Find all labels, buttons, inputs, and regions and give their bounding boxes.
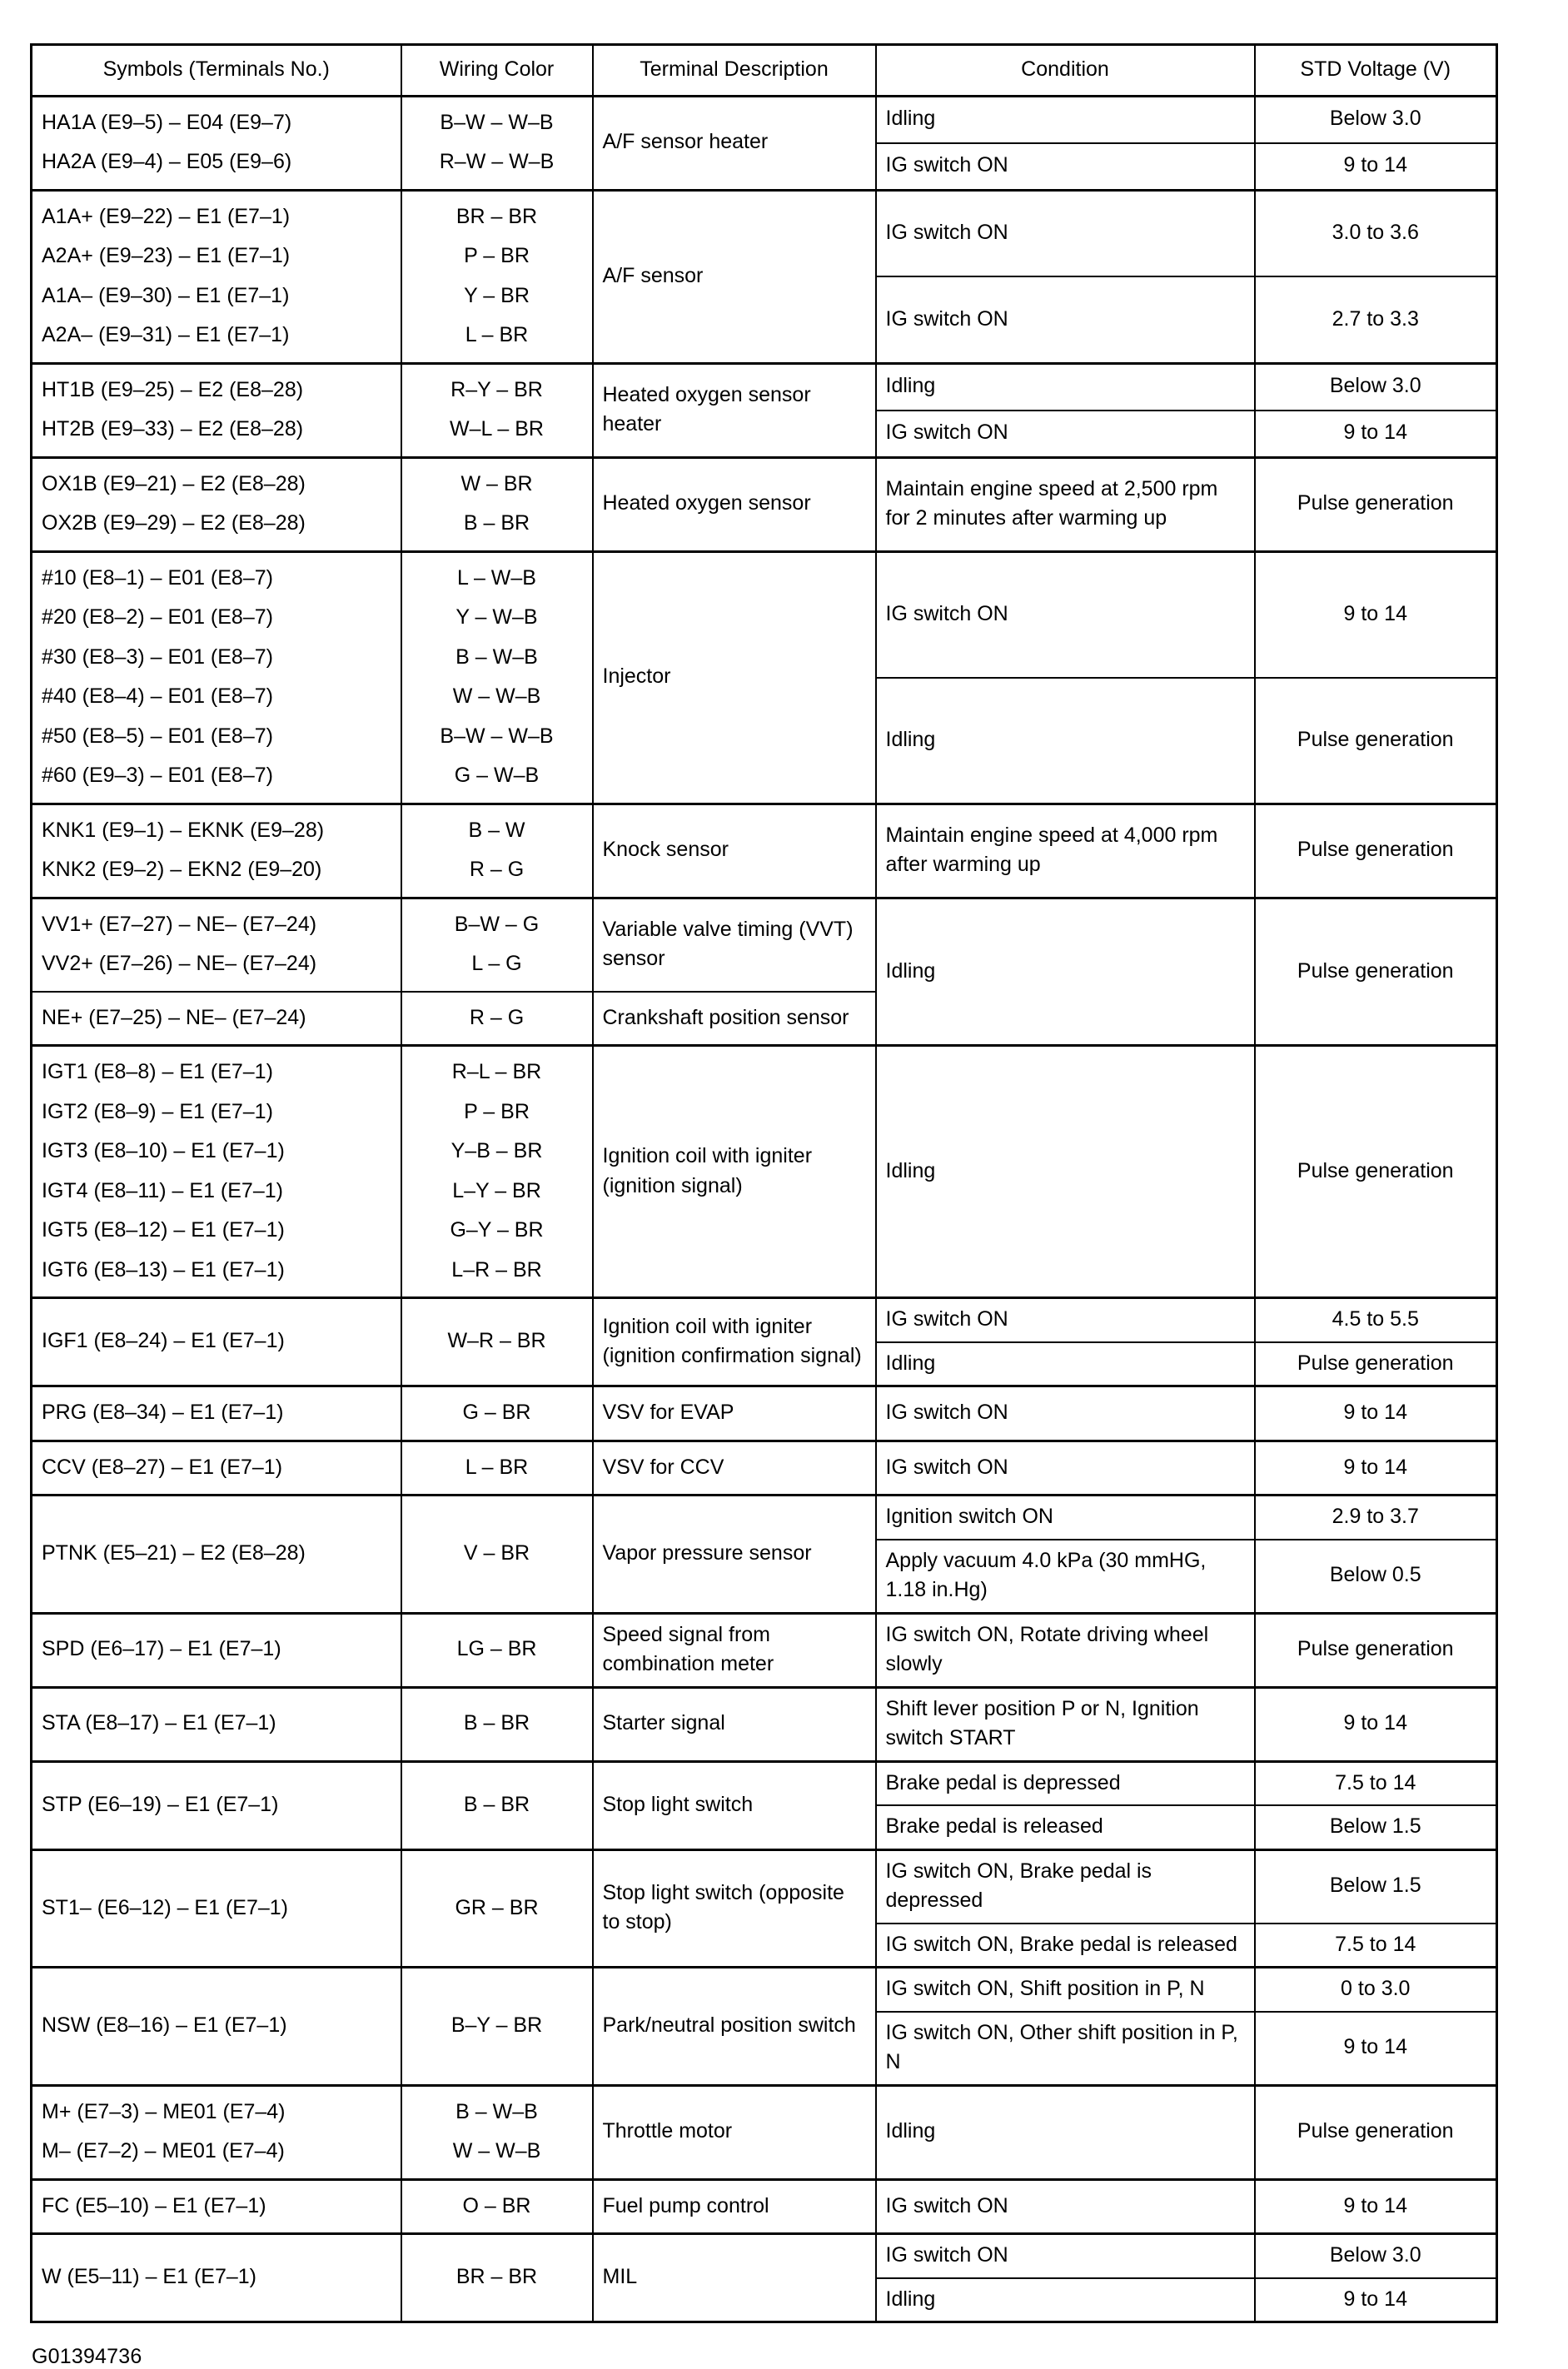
std-voltage-cell: Pulse generation (1255, 457, 1497, 551)
terminal-description-cell: Knock sensor (593, 804, 876, 898)
symbols-cell-line: M– (E7–2) – ME01 (E7–4) (42, 2139, 285, 2162)
condition-cell: IG switch ON (876, 276, 1255, 363)
symbols-cell-line: PTNK (E5–21) – E2 (E8–28) (42, 1541, 306, 1565)
symbols-cell (32, 1386, 401, 1441)
symbols-cell-line: #40 (E8–4) – E01 (E8–7) (42, 684, 273, 708)
wiring-color-cell-line: B – W (468, 818, 525, 842)
table-row (32, 1968, 1497, 2012)
wiring-color-cell (401, 2179, 593, 2234)
wiring-color-cell-line: R–W – W–B (439, 150, 555, 173)
table-row (32, 1386, 1497, 1441)
std-voltage-cell: Pulse generation (1255, 1342, 1497, 1386)
wiring-color-cell (401, 804, 593, 898)
condition-cell: IG switch ON, Brake pedal is depressed (876, 1849, 1255, 1924)
table-row (32, 363, 1497, 411)
condition-cell: Idling (876, 678, 1255, 804)
condition-cell: IG switch ON (876, 2179, 1255, 2234)
table-row (32, 1849, 1497, 1924)
wiring-color-cell-line: L – BR (465, 323, 529, 346)
std-voltage-cell: 7.5 to 14 (1255, 1924, 1497, 1968)
terminal-description-cell: MIL (593, 2234, 876, 2322)
wiring-color-cell-line: W–R – BR (447, 1329, 546, 1353)
condition-cell: IG switch ON, Other shift position in P, N (876, 2012, 1255, 2086)
std-voltage-cell: Below 3.0 (1255, 363, 1497, 411)
wiring-color-cell (401, 190, 593, 363)
std-voltage-cell: Below 1.5 (1255, 1805, 1497, 1849)
symbols-cell-line: KNK1 (E9–1) – EKNK (E9–28) (42, 818, 325, 842)
wiring-color-cell (401, 898, 593, 992)
wiring-color-cell-line: O – BR (462, 2193, 531, 2217)
symbols-cell-line: OX2B (E9–29) – E2 (E8–28) (42, 511, 306, 535)
symbols-cell (32, 1441, 401, 1496)
symbols-cell-line: KNK2 (E9–2) – EKN2 (E9–20) (42, 858, 322, 881)
symbols-cell (32, 2179, 401, 2234)
symbols-cell-line: ST1– (E6–12) – E1 (E7–1) (42, 1895, 288, 1919)
condition-cell: Ignition switch ON (876, 1496, 1255, 1540)
table-row (32, 551, 1497, 678)
symbols-cell-line: STP (E6–19) – E1 (E7–1) (42, 1792, 279, 1816)
std-voltage-cell: 9 to 14 (1255, 143, 1497, 191)
terminal-description-cell: Speed signal from combination meter (593, 1613, 876, 1687)
wiring-color-cell-line: BR – BR (455, 204, 538, 228)
terminal-description-cell: Injector (593, 551, 876, 804)
terminal-description-cell: Heated oxygen sensor (593, 457, 876, 551)
condition-cell: Idling (876, 898, 1255, 1046)
symbols-cell-line: HA1A (E9–5) – E04 (E9–7) (42, 110, 292, 134)
symbols-cell (32, 1496, 401, 1614)
wiring-color-cell (401, 1046, 593, 1298)
wiring-color-cell (401, 1761, 593, 1849)
column-header-terminal-description: Terminal Description (593, 45, 876, 97)
std-voltage-cell: 9 to 14 (1255, 1386, 1497, 1441)
condition-cell: Brake pedal is released (876, 1805, 1255, 1849)
symbols-cell (32, 1968, 401, 2086)
condition-cell: IG switch ON (876, 1441, 1255, 1496)
std-voltage-cell: 0 to 3.0 (1255, 1968, 1497, 2012)
wiring-color-cell (401, 992, 593, 1046)
symbols-cell-line: IGT4 (E8–11) – E1 (E7–1) (42, 1178, 283, 1202)
std-voltage-cell: 2.9 to 3.7 (1255, 1496, 1497, 1540)
wiring-color-cell (401, 1441, 593, 1496)
symbols-cell-line: HA2A (E9–4) – E05 (E9–6) (42, 150, 292, 173)
symbols-cell (32, 1613, 401, 1687)
terminal-description-cell: VSV for CCV (593, 1441, 876, 1496)
table-body (32, 96, 1497, 2322)
std-voltage-cell: Pulse generation (1255, 1046, 1497, 1298)
symbols-cell (32, 551, 401, 804)
ecm-terminal-spec-table (30, 43, 1498, 2323)
wiring-color-cell (401, 1496, 593, 1614)
terminal-description-cell: Throttle motor (593, 2085, 876, 2179)
column-header-wiring-color: Wiring Color (401, 45, 593, 97)
condition-cell: IG switch ON (876, 551, 1255, 678)
symbols-cell-line: IGT3 (E8–10) – E1 (E7–1) (42, 1139, 285, 1162)
table-row (32, 804, 1497, 898)
terminal-description-cell: Variable valve timing (VVT) sensor (593, 898, 876, 992)
wiring-color-cell (401, 1687, 593, 1761)
symbols-cell-line: #20 (E8–2) – E01 (E8–7) (42, 605, 273, 629)
symbols-cell-line: W (E5–11) – E1 (E7–1) (42, 2265, 256, 2289)
condition-cell: IG switch ON, Rotate driving wheel slowly (876, 1613, 1255, 1687)
table-row (32, 457, 1497, 551)
symbols-cell-line: STA (E8–17) – E1 (E7–1) (42, 1711, 276, 1735)
wiring-color-cell-line: LG – BR (456, 1637, 537, 1661)
std-voltage-cell: 2.7 to 3.3 (1255, 276, 1497, 363)
wiring-color-cell-line: R–L – BR (451, 1060, 542, 1083)
symbols-cell-line: A1A– (E9–30) – E1 (E7–1) (42, 283, 290, 307)
std-voltage-cell: Pulse generation (1255, 898, 1497, 1046)
wiring-color-cell-line: Y – W–B (455, 605, 538, 629)
wiring-color-cell-line: P – BR (464, 1099, 530, 1123)
terminal-description-cell: Ignition coil with igniter (ignition confirmation signal) (593, 1298, 876, 1386)
terminal-description-cell: VSV for EVAP (593, 1386, 876, 1441)
wiring-color-cell-line: B–Y – BR (450, 2013, 543, 2037)
symbols-cell (32, 457, 401, 551)
std-voltage-cell: 9 to 14 (1255, 1441, 1497, 1496)
table-row (32, 1761, 1497, 1805)
condition-cell: IG switch ON (876, 2234, 1255, 2278)
wiring-color-cell-line: V – BR (463, 1541, 530, 1565)
symbols-cell-line: #10 (E8–1) – E01 (E8–7) (42, 565, 273, 590)
wiring-color-cell (401, 1386, 593, 1441)
terminal-description-cell: Park/neutral position switch (593, 1968, 876, 2086)
symbols-cell-line: A2A+ (E9–23) – E1 (E7–1) (42, 244, 291, 267)
std-voltage-cell: Below 0.5 (1255, 1540, 1497, 1614)
table-row (32, 1298, 1497, 1342)
condition-cell: IG switch ON (876, 411, 1255, 458)
wiring-color-cell-line: B–W – W–B (440, 110, 554, 134)
wiring-color-cell-line: B – BR (463, 1792, 530, 1816)
std-voltage-cell: Pulse generation (1255, 1613, 1497, 1687)
wiring-color-cell-line: B – BR (463, 511, 530, 535)
wiring-color-cell (401, 457, 593, 551)
condition-cell: Idling (876, 1046, 1255, 1298)
symbols-cell (32, 1046, 401, 1298)
symbols-cell (32, 1687, 401, 1761)
symbols-cell-line: #30 (E8–3) – E01 (E8–7) (42, 645, 273, 669)
symbols-cell (32, 1298, 401, 1386)
wiring-color-cell-line: G – BR (462, 1401, 531, 1424)
wiring-color-cell (401, 363, 593, 457)
condition-cell: Idling (876, 96, 1255, 143)
symbols-cell-line: NSW (E8–16) – E1 (E7–1) (42, 2013, 287, 2037)
symbols-cell-line: #50 (E8–5) – E01 (E8–7) (42, 724, 273, 748)
terminal-description-cell: Stop light switch (opposite to stop) (593, 1849, 876, 1968)
table-row (32, 1046, 1497, 1298)
symbols-cell (32, 898, 401, 992)
condition-cell: IG switch ON (876, 143, 1255, 191)
condition-cell: Shift lever position P or N, Ignition switch START (876, 1687, 1255, 1761)
wiring-color-cell-line: GR – BR (455, 1895, 539, 1919)
std-voltage-cell: Below 3.0 (1255, 2234, 1497, 2278)
wiring-color-cell-line: P – BR (464, 244, 530, 267)
symbols-cell-line: VV2+ (E7–26) – NE– (E7–24) (42, 952, 317, 975)
terminal-description-cell: A/F sensor (593, 190, 876, 363)
condition-cell: IG switch ON (876, 1386, 1255, 1441)
condition-cell: IG switch ON, Shift position in P, N (876, 1968, 1255, 2012)
condition-cell: Idling (876, 363, 1255, 411)
wiring-color-cell-line: Y–B – BR (450, 1139, 543, 1162)
wiring-color-cell-line: B–W – G (454, 912, 540, 936)
column-header-std-voltage: STD Voltage (V) (1255, 45, 1497, 97)
symbols-cell (32, 1849, 401, 1968)
symbols-cell-line: IGT2 (E8–9) – E1 (E7–1) (42, 1099, 273, 1123)
wiring-color-cell-line: W – W–B (452, 2139, 541, 2162)
std-voltage-cell: 3.0 to 3.6 (1255, 190, 1497, 276)
wiring-color-cell (401, 1613, 593, 1687)
header-row (32, 45, 1497, 97)
symbols-cell-line: CCV (E8–27) – E1 (E7–1) (42, 1455, 283, 1479)
wiring-color-cell-line: Y – BR (464, 283, 530, 307)
std-voltage-cell: Pulse generation (1255, 678, 1497, 804)
symbols-cell (32, 96, 401, 190)
symbols-cell-line: IGT1 (E8–8) – E1 (E7–1) (42, 1060, 273, 1083)
condition-cell: IG switch ON (876, 190, 1255, 276)
wiring-color-cell-line: B – W–B (455, 645, 538, 669)
symbols-cell-line: HT1B (E9–25) – E2 (E8–28) (42, 377, 304, 401)
std-voltage-cell: 4.5 to 5.5 (1255, 1298, 1497, 1342)
std-voltage-cell: Pulse generation (1255, 2085, 1497, 2179)
terminal-description-cell: Stop light switch (593, 1761, 876, 1849)
condition-cell: Apply vacuum 4.0 kPa (30 mmHG, 1.18 in.Hg) (876, 1540, 1255, 1614)
condition-cell: Idling (876, 1342, 1255, 1386)
terminal-description-cell: Ignition coil with igniter (ignition signal) (593, 1046, 876, 1298)
wiring-color-cell-line: R–Y – BR (450, 377, 543, 401)
wiring-color-cell-line: L – W–B (457, 565, 536, 590)
wiring-color-cell (401, 2234, 593, 2322)
table-row (32, 1496, 1497, 1540)
wiring-color-cell-line: W – BR (460, 471, 533, 495)
wiring-color-cell-line: B–W – W–B (440, 724, 554, 748)
wiring-color-cell (401, 96, 593, 190)
figure-code: G01394736 (32, 2345, 142, 2368)
condition-cell: Maintain engine speed at 4,000 rpm after warming up (876, 804, 1255, 898)
symbols-cell-line: HT2B (E9–33) – E2 (E8–28) (42, 417, 304, 440)
table-row (32, 1441, 1497, 1496)
table-row (32, 2085, 1497, 2179)
wiring-color-cell-line: L–Y – BR (452, 1178, 541, 1202)
std-voltage-cell: 9 to 14 (1255, 2012, 1497, 2086)
condition-cell: IG switch ON (876, 1298, 1255, 1342)
std-voltage-cell: 9 to 14 (1255, 411, 1497, 458)
symbols-cell (32, 992, 401, 1046)
symbols-cell-line: #60 (E9–3) – E01 (E8–7) (42, 764, 273, 787)
table-row (32, 1613, 1497, 1687)
symbols-cell (32, 363, 401, 457)
symbols-cell (32, 2085, 401, 2179)
wiring-color-cell-line: G–Y – BR (450, 1218, 544, 1242)
wiring-color-cell-line: R – G (469, 858, 525, 881)
condition-cell: Brake pedal is depressed (876, 1761, 1255, 1805)
wiring-color-cell-line: W–L – BR (449, 417, 544, 440)
std-voltage-cell: 9 to 14 (1255, 1687, 1497, 1761)
symbols-cell-line: VV1+ (E7–27) – NE– (E7–24) (42, 912, 317, 936)
symbols-cell (32, 190, 401, 363)
std-voltage-cell: 9 to 14 (1255, 551, 1497, 678)
wiring-color-cell-line: L–R – BR (451, 1257, 542, 1282)
symbols-cell-line: FC (E5–10) – E1 (E7–1) (42, 2193, 266, 2217)
terminal-description-cell: A/F sensor heater (593, 96, 876, 190)
table-row (32, 898, 1497, 992)
wiring-color-cell-line: L – BR (465, 1455, 529, 1479)
terminal-description-cell: Crankshaft position sensor (593, 992, 876, 1046)
std-voltage-cell: 7.5 to 14 (1255, 1761, 1497, 1805)
wiring-color-cell (401, 1298, 593, 1386)
wiring-color-cell-line: L – G (471, 952, 522, 975)
wiring-color-cell (401, 1968, 593, 2086)
symbols-cell (32, 804, 401, 898)
condition-cell: IG switch ON, Brake pedal is released (876, 1924, 1255, 1968)
symbols-cell (32, 2234, 401, 2322)
column-header-symbols: Symbols (Terminals No.) (32, 45, 401, 97)
wiring-color-cell-line: R – G (469, 1005, 525, 1029)
condition-cell: Idling (876, 2085, 1255, 2179)
std-voltage-cell: Pulse generation (1255, 804, 1497, 898)
condition-cell: Maintain engine speed at 2,500 rpm for 2 minutes after warming up (876, 457, 1255, 551)
wiring-color-cell-line: BR – BR (455, 2265, 538, 2289)
std-voltage-cell: 9 to 14 (1255, 2278, 1497, 2322)
terminal-description-cell: Fuel pump control (593, 2179, 876, 2234)
table-row (32, 190, 1497, 276)
symbols-cell-line: M+ (E7–3) – ME01 (E7–4) (42, 2099, 286, 2123)
symbols-cell-line: NE+ (E7–25) – NE– (E7–24) (42, 1005, 306, 1029)
symbols-cell-line: A1A+ (E9–22) – E1 (E7–1) (42, 204, 291, 228)
std-voltage-cell: Below 1.5 (1255, 1849, 1497, 1924)
symbols-cell-line: A2A– (E9–31) – E1 (E7–1) (42, 323, 290, 346)
wiring-color-cell-line: B – W–B (455, 2099, 538, 2123)
wiring-color-cell-line: B – BR (463, 1711, 530, 1735)
table-header (32, 45, 1497, 97)
symbols-cell (32, 1761, 401, 1849)
std-voltage-cell: 9 to 14 (1255, 2179, 1497, 2234)
wiring-color-cell-line: G – W–B (454, 764, 540, 787)
terminal-description-cell: Starter signal (593, 1687, 876, 1761)
symbols-cell-line: SPD (E6–17) – E1 (E7–1) (42, 1637, 281, 1661)
wiring-color-cell-line: W – W–B (452, 684, 541, 708)
symbols-cell-line: IGF1 (E8–24) – E1 (E7–1) (42, 1329, 285, 1353)
column-header-condition: Condition (876, 45, 1255, 97)
terminal-description-cell: Heated oxygen sensor heater (593, 363, 876, 457)
wiring-color-cell (401, 551, 593, 804)
table-row (32, 1687, 1497, 1761)
std-voltage-cell: Below 3.0 (1255, 96, 1497, 143)
table-row (32, 96, 1497, 143)
symbols-cell-line: IGT5 (E8–12) – E1 (E7–1) (42, 1218, 285, 1242)
terminal-description-cell: Vapor pressure sensor (593, 1496, 876, 1614)
symbols-cell-line: IGT6 (E8–13) – E1 (E7–1) (42, 1257, 285, 1282)
symbols-cell-line: OX1B (E9–21) – E2 (E8–28) (42, 471, 306, 495)
wiring-color-cell (401, 1849, 593, 1968)
symbols-cell-line: PRG (E8–34) – E1 (E7–1) (42, 1401, 284, 1424)
wiring-color-cell (401, 2085, 593, 2179)
table-row (32, 2234, 1497, 2278)
condition-cell: Idling (876, 2278, 1255, 2322)
table-row (32, 2179, 1497, 2234)
